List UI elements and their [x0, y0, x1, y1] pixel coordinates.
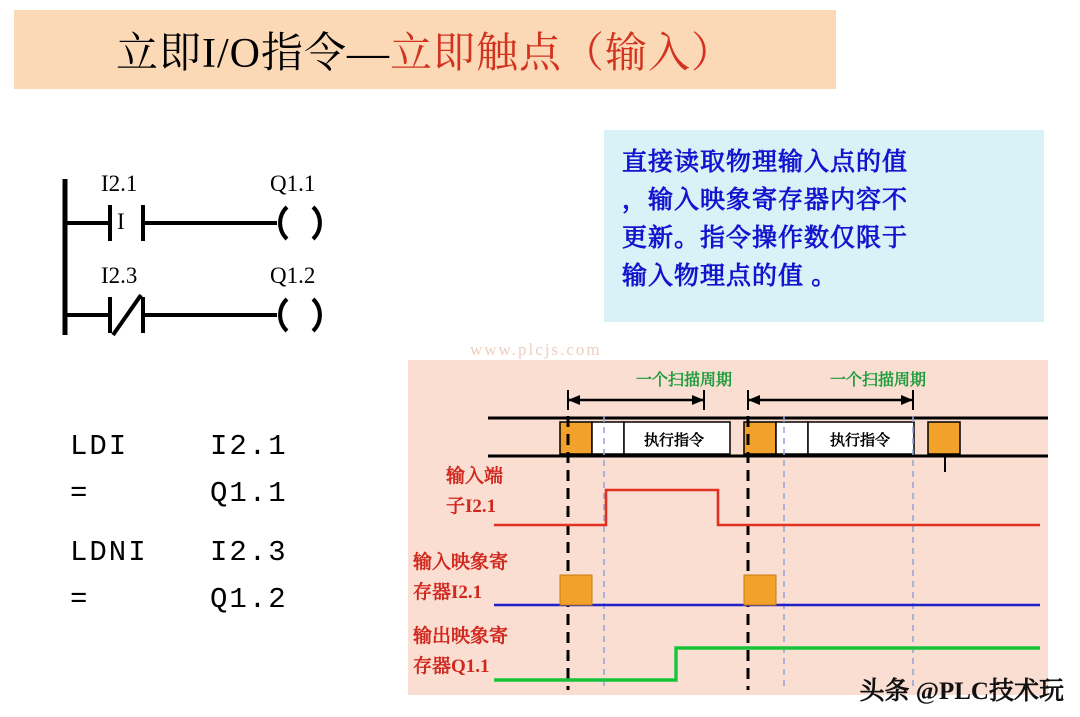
- cycle-label-2: 一个扫描周期: [830, 372, 927, 389]
- ladder-rung1-contact-type: I: [117, 209, 125, 234]
- ladder-rung2-coil-label: Q1.2: [270, 263, 316, 288]
- instruction-arg: Q1.2: [210, 583, 288, 616]
- watermark-url: www.plcjs.com: [470, 340, 602, 359]
- row-label-1-line1: 输入端: [446, 466, 504, 487]
- page-title-suffix: 立即触点（输入）: [389, 30, 734, 77]
- ladder-rung1-contact-label: I2.1: [101, 171, 138, 196]
- cycle-label-1: 一个扫描周期: [636, 372, 733, 389]
- instruction-op: LDI: [70, 430, 129, 463]
- instruction-op: LDNI: [70, 536, 148, 569]
- exec-label-1: 执行指令: [644, 433, 705, 449]
- scan-bar: [488, 418, 1048, 472]
- instruction-row: [70, 536, 400, 569]
- page-title: [116, 20, 734, 80]
- waveform-input-terminal: [494, 490, 1040, 525]
- instruction-arg: I2.1: [210, 430, 288, 463]
- timing-svg: [408, 360, 1048, 695]
- cycle-bracket-2: [748, 390, 913, 410]
- row-label-2-line1: 输入映象寄: [413, 552, 509, 573]
- instruction-gap: [70, 524, 400, 536]
- ladder-rung2-contact-label: I2.3: [101, 263, 138, 288]
- row-label-2-line2: 存器I2.1: [413, 582, 483, 603]
- instruction-row: [70, 477, 400, 510]
- title-banner: [14, 10, 836, 89]
- instruction-op: =: [70, 477, 90, 510]
- instruction-row: [70, 583, 400, 616]
- note-line-4: 输入物理点的值 。: [622, 263, 838, 290]
- note-line-3: 更新。指令操作数仅限于: [622, 225, 909, 252]
- row-label-1-line2: 子I2.1: [446, 496, 497, 517]
- note-line-1: 直接读取物理输入点的值: [622, 149, 909, 176]
- exec-label-2: 执行指令: [830, 433, 891, 449]
- instruction-op: =: [70, 583, 90, 616]
- instruction-arg: I2.3: [210, 536, 288, 569]
- row-label-3-line2: 存器Q1.1: [413, 656, 490, 677]
- row-label-3-line1: 输出映象寄: [413, 626, 509, 647]
- timing-chart: [408, 360, 1048, 695]
- cycle-bracket-1: [568, 390, 704, 410]
- ladder-rung1-coil-label: Q1.1: [270, 171, 316, 196]
- brand-footer: 头条 @PLC技术玩: [859, 678, 1064, 705]
- instruction-row: [70, 430, 400, 463]
- note-line-2: ，输入映象寄存器内容不: [622, 187, 909, 214]
- page-title-prefix: 立即I/O指令—: [115, 30, 390, 77]
- ladder-diagram: [55, 171, 385, 365]
- instruction-list: [70, 430, 400, 630]
- waveform-input-image-register: [494, 575, 1040, 605]
- instruction-arg: Q1.1: [210, 477, 288, 510]
- note-box: [604, 130, 1044, 322]
